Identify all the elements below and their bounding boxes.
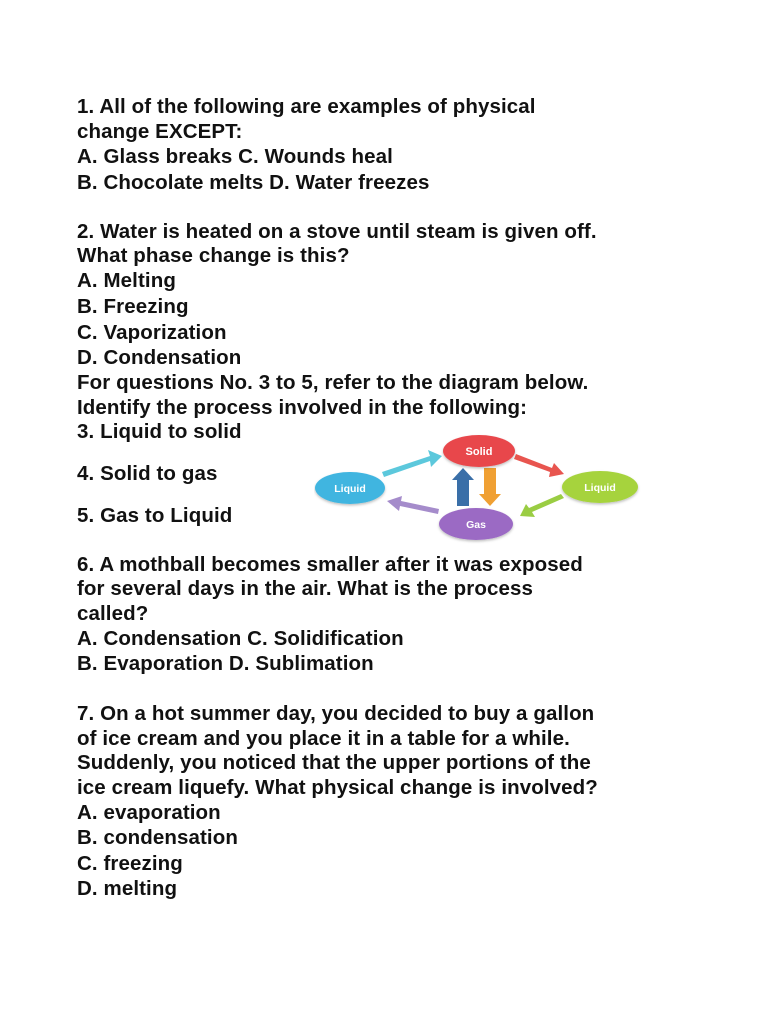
q6-stem-line3: called? xyxy=(77,602,149,625)
q7-stem-line1: 7. On a hot summer day, you decided to buy a gallon xyxy=(77,702,595,725)
q2-stem-line2: What phase change is this? xyxy=(77,244,350,267)
q7-option-c: C. freezing xyxy=(77,852,183,875)
q1-options-bd: B. Chocolate melts D. Water freezes xyxy=(77,171,430,194)
liquid-right-node xyxy=(562,471,638,503)
phase-change-diagram xyxy=(314,432,646,544)
q6-options-bd: B. Evaporation D. Sublimation xyxy=(77,652,374,675)
q2-option-b: B. Freezing xyxy=(77,295,189,318)
arrow-solid-to-liquid xyxy=(514,454,564,477)
q3-5-instruction-line2: Identify the process involved in the following: xyxy=(77,396,528,419)
arrow-gas-to-solid xyxy=(452,468,474,506)
q7-stem-line2: of ice cream and you place it in a table for a while. xyxy=(77,727,570,750)
q2-option-c: C. Vaporization xyxy=(77,321,227,344)
q2-option-d: D. Condensation xyxy=(77,346,242,369)
q3-item: 3. Liquid to solid xyxy=(77,420,242,443)
q6-stem-line2: for several days in the air. What is the process xyxy=(77,577,533,600)
q6-options-ac: A. Condensation C. Solidification xyxy=(77,627,404,650)
q7-stem-line4: ice cream liquefy. What physical change is involved? xyxy=(77,776,598,799)
arrow-gas-to-liquid xyxy=(387,496,439,514)
q6-stem-line1: 6. A mothball becomes smaller after it was exposed xyxy=(77,553,583,576)
liquid-left-label: Liquid xyxy=(334,483,366,495)
q1-stem-line2: change EXCEPT: xyxy=(77,120,243,143)
q1-stem-line1: 1. All of the following are examples of physical xyxy=(77,95,536,118)
solid-label: Solid xyxy=(465,446,493,458)
q7-option-b: B. condensation xyxy=(77,826,238,849)
arrow-liquid-to-solid xyxy=(382,450,442,477)
q4-item: 4. Solid to gas xyxy=(77,462,218,485)
q7-option-a: A. evaporation xyxy=(77,801,221,824)
q2-option-a: A. Melting xyxy=(77,269,176,292)
gas-label: Gas xyxy=(466,519,486,531)
q2-stem-line1: 2. Water is heated on a stove until steam is given off. xyxy=(77,220,597,243)
solid-node xyxy=(443,435,515,467)
arrow-solid-to-gas xyxy=(479,468,501,506)
q3-5-instruction-line1: For questions No. 3 to 5, refer to the diagram below. xyxy=(77,371,589,394)
q7-stem-line3: Suddenly, you noticed that the upper portions of the xyxy=(77,751,591,774)
liquid-left-node xyxy=(315,472,385,504)
q5-item: 5. Gas to Liquid xyxy=(77,504,233,527)
liquid-right-label: Liquid xyxy=(584,482,616,494)
gas-node xyxy=(439,508,513,540)
arrow-liquid-to-gas xyxy=(520,494,564,517)
q1-options-ac: A. Glass breaks C. Wounds heal xyxy=(77,145,393,168)
q7-option-d: D. melting xyxy=(77,877,178,900)
